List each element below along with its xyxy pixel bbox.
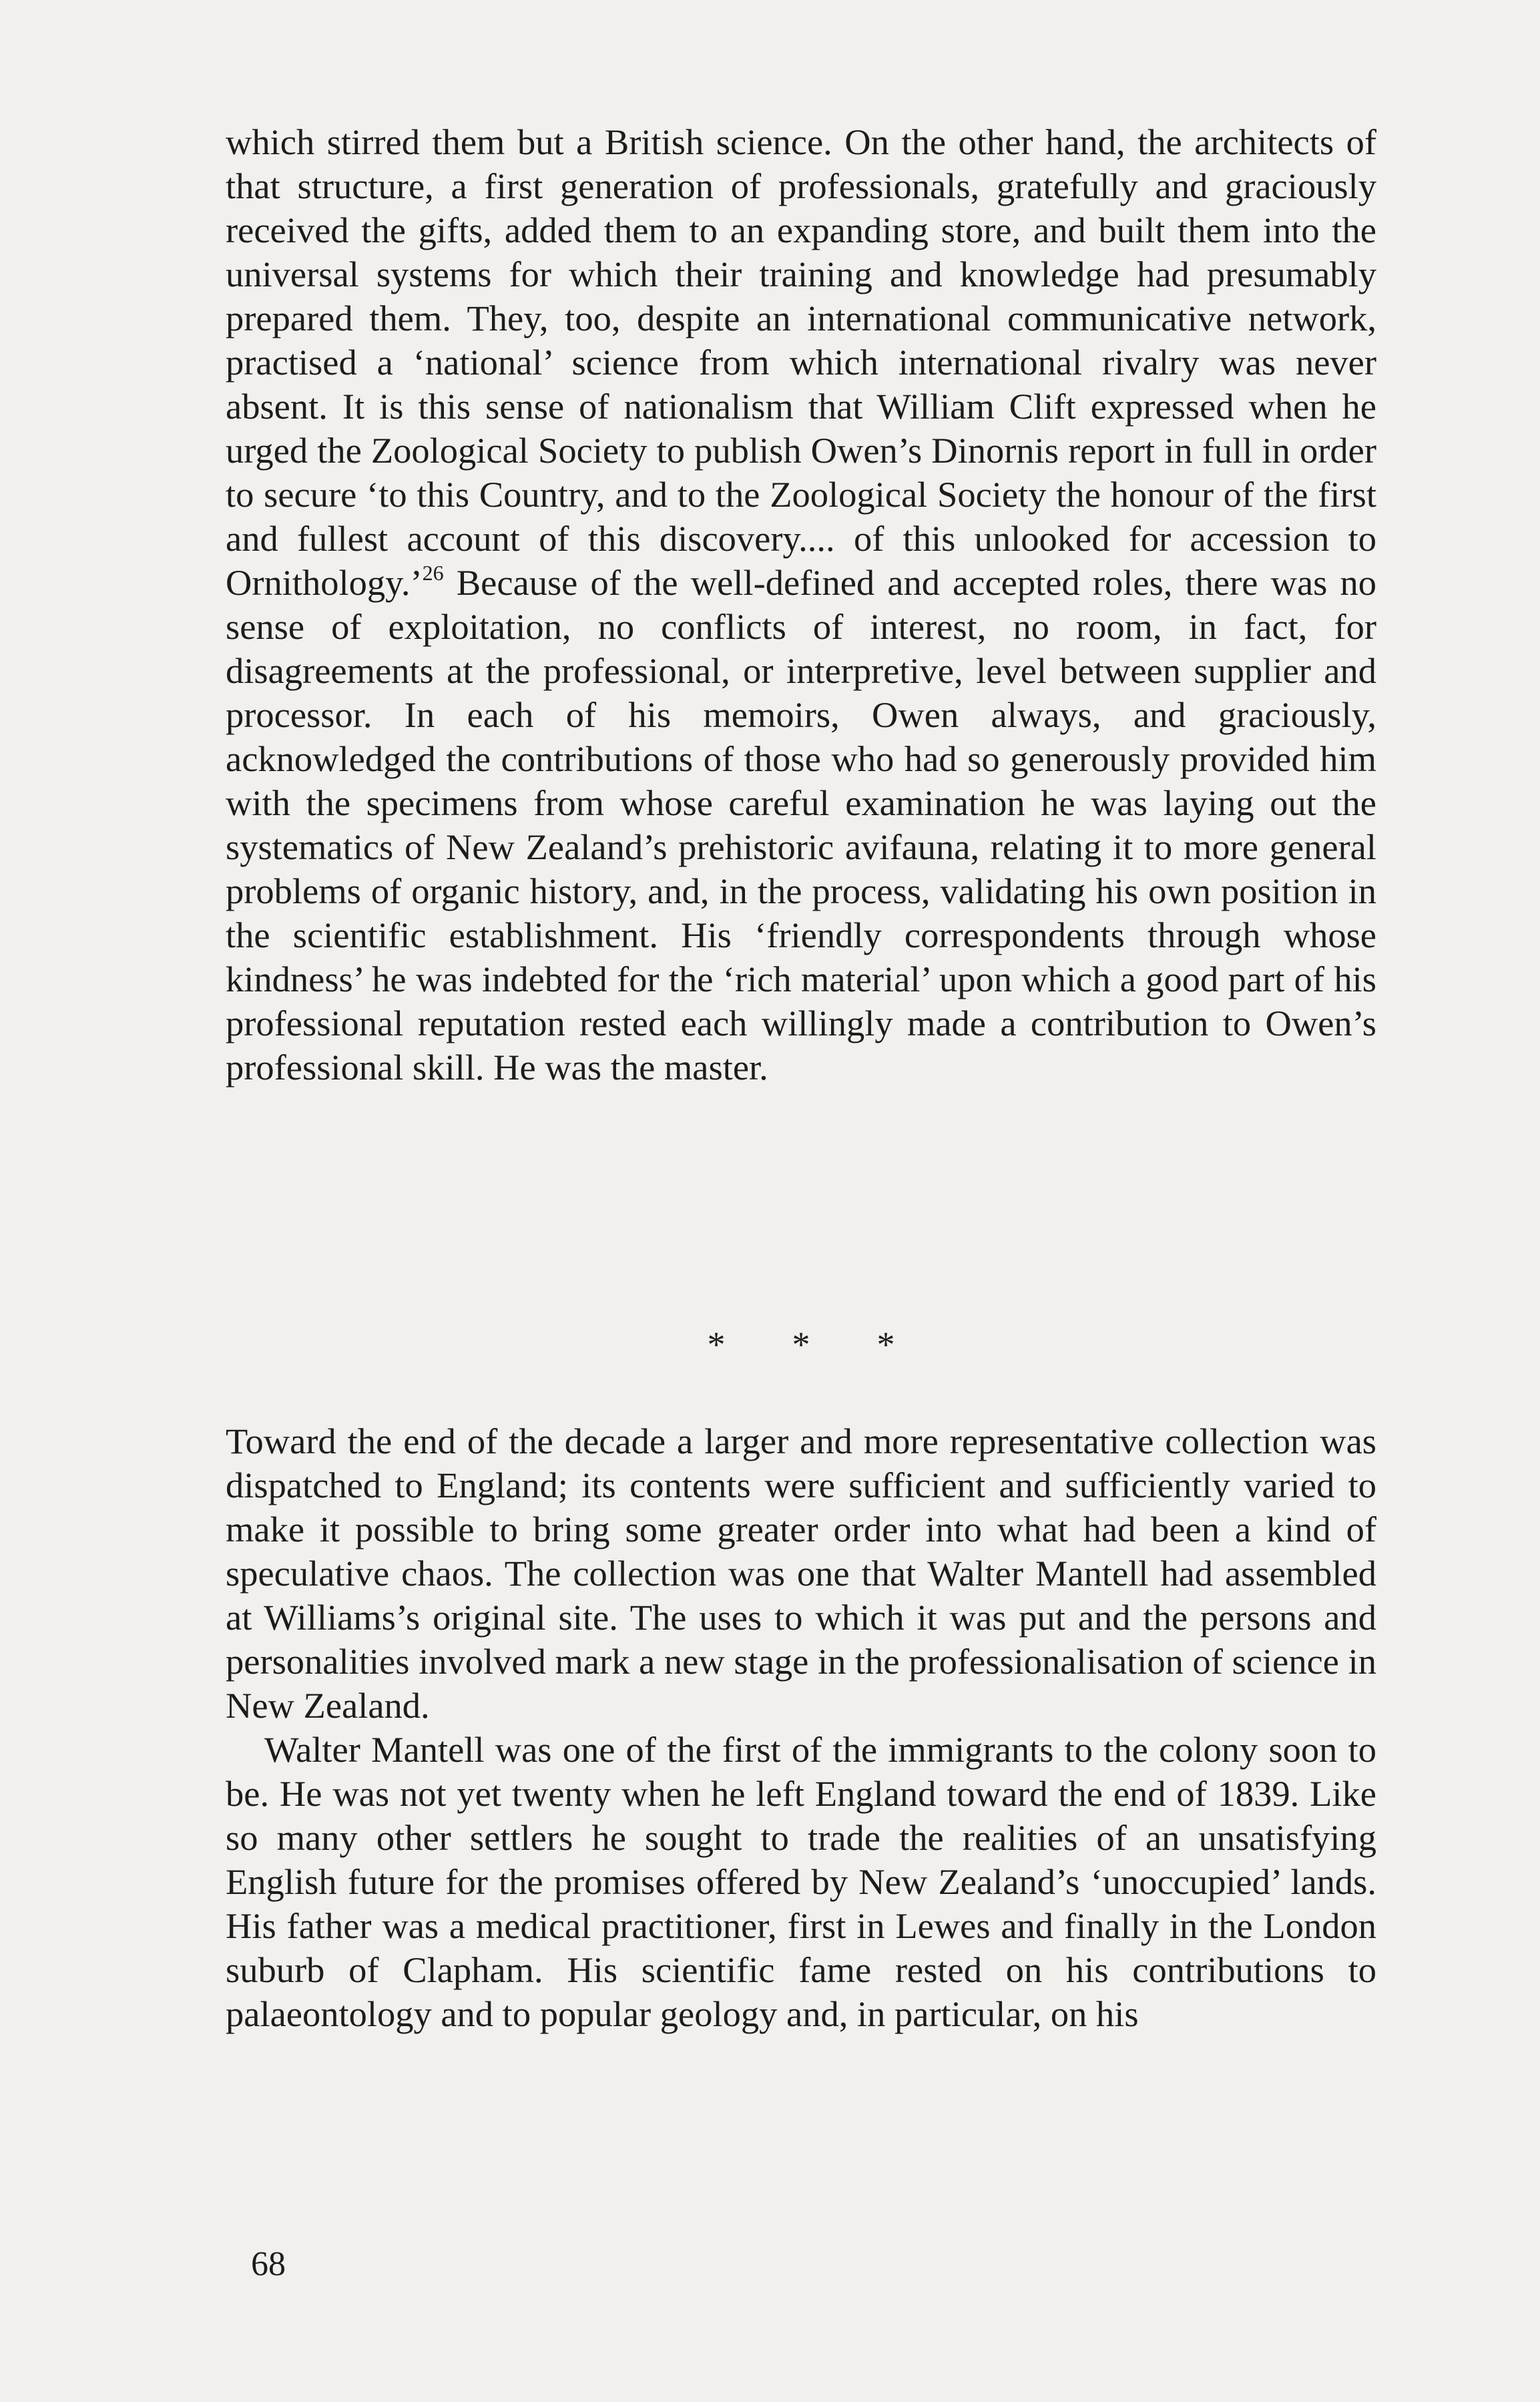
body-text-bottom — [226, 1419, 1376, 2036]
asterisk: * — [707, 1325, 726, 1365]
section-separator — [226, 1325, 1376, 1365]
paragraph-text: which stirred them but a British science. On the other hand, the architects of that structure, a first generation of professionals, gratefully and graciously received the gifts, added them to an expanding store, and built them into the universal systems for which their training and knowledge had presumably prepared them. They, too, despite an international communicative network, practised a ‘national’ science from which international rivalry was never absent. It is this sense of nationalism that William Clift expressed when he urged the Zoological Society to publish Owen’s Dinornis report in full in order to secure ‘to this Country, and to the Zoological Society the honour of the first and fullest account of this discovery.... of this unlooked for accession to Ornithology.’ — [226, 122, 1376, 603]
asterisk: * — [792, 1325, 810, 1365]
paragraph: Walter Mantell was one of the first of the immigrants to the colony soon to be. He was not yet twenty when he left England toward the end of 1839. Like so many other settlers he sought to trade the realities of an unsatisfying English future for the promises offered by New Zealand’s ‘unoccupied’ lands. His father was a medical practitioner, first in Lewes and finally in the London suburb of Clapham. His scientific fame rested on his contributions to palaeontology and to popular geology and, in particular, on his — [226, 1729, 1376, 2034]
paragraph-continued — [226, 120, 1376, 1090]
paragraph: Toward the end of the decade a larger and more representative collection was dispatched to England; its contents were sufficient and sufficiently varied to make it possible to bring some greater order into what had been a kind of speculative chaos. The collection was one that Walter Mantell had assembled at Williams’s original site. The uses to which it was put and the persons and personalities involved mark a new stage in the professionalisation of science in New Zealand. — [226, 1421, 1376, 1726]
paragraph-text: Because of the well-defined and accepted roles, there was no sense of exploitation, no conflicts of interest, no room, in fact, for disagreements at the professional, or interpretive, level between supplier and processor. In each of his memoirs, Owen always, and graciously, acknowledged the contributions of those who had so generously provided him with the specimens from whose careful examination he was laying out the systematics of New Zealand’s prehistoric avifauna, relating it to more general problems of organic history, and, in the process, validating his own position in the scientific establishment. His ‘friendly correspondents through whose kindness’ he was indebted for the ‘rich material’ upon which a good part of his professional reputation rested each willingly made a contribution to Owen’s professional skill. He was the master. — [226, 562, 1376, 1088]
body-text-top — [226, 120, 1376, 1090]
asterisk: * — [876, 1325, 895, 1365]
footnote-reference: 26 — [422, 561, 444, 585]
page-number: 68 — [251, 2245, 286, 2283]
